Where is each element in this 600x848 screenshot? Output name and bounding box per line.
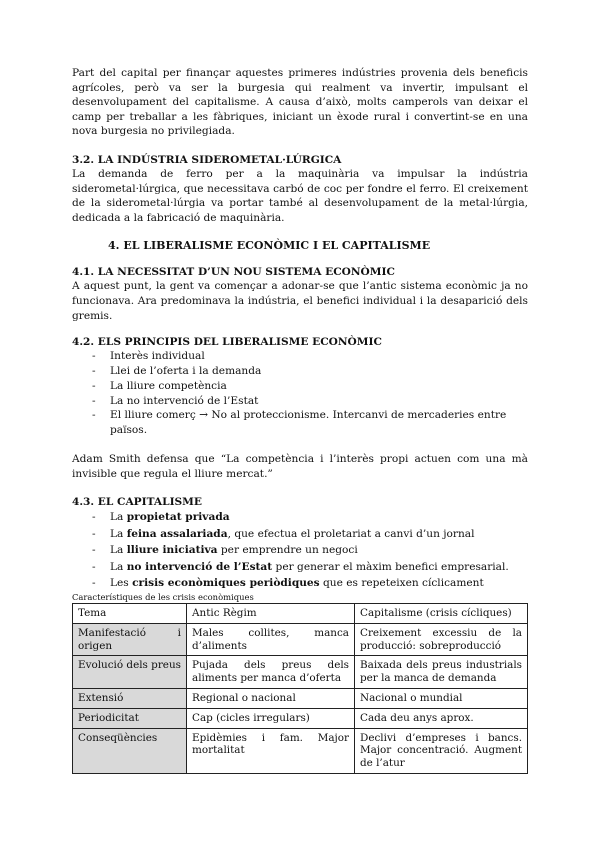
list-item: - La lliure iniciativa per emprendre un negoci (72, 542, 528, 559)
crisis-table (72, 603, 528, 774)
table-row (73, 728, 528, 773)
table-cell: Cada deu anys aprox. (355, 708, 528, 728)
table-caption: Característiques de les crisis econòmiques (72, 592, 254, 603)
table-cell: Epidèmies i fam. Major mortalitat (187, 728, 355, 773)
table-cell: Extensió (73, 689, 187, 709)
table-cell: Conseqüències (73, 728, 187, 773)
table-cell: Cap (cicles irregulars) (187, 708, 355, 728)
table-cell: Pujada dels preus dels aliments per manca d’oferta (187, 656, 355, 689)
list-item: - Llei de l’oferta i la demanda (72, 364, 528, 379)
list-item: - La lliure competència (72, 379, 528, 394)
intro-paragraph: Part del capital per finançar aquestes primeres indústries provenia dels beneficis agrícoles, però va ser la burgesia qui realment va invertir, impulsant el desenvolupament del capitalisme. A causa d’això, molts camperols van deixar el camp per treballar a les fàbriques, iniciant un èxode rural i convertint-se en una nova burgesia no privilegiada. (72, 67, 528, 138)
table-header-cell: Tema (73, 604, 187, 624)
list-item: - La feina assalariada, que efectua el proletariat a canvi d’un jornal (72, 526, 528, 543)
list-item: - Les crisis econòmiques periòdiques que es repeteixen cíclicament (72, 575, 528, 592)
table-cell: Nacional o mundial (355, 689, 528, 709)
list-item: - La propietat privada (72, 509, 528, 526)
adam-smith-quote: Adam Smith defensa que “La competència i l’interès propi actuen com una mà invisible que regula el lliure mercat.” (72, 452, 528, 480)
heading-4-1: 4.1. LA NECESSITAT D’UN NOU SISTEMA ECONÒMIC (72, 266, 395, 279)
list-item: - La no intervenció de l’Estat (72, 394, 528, 409)
paragraph-4-1: A aquest punt, la gent va començar a adonar-se que l’antic sistema econòmic ja no funcionava. Ara predominava la indústria, el benefici individual i la desaparició dels gremis. (72, 280, 528, 322)
table-row (73, 656, 528, 689)
heading-4: 4. EL LIBERALISME ECONÒMIC I EL CAPITALISME (108, 239, 431, 253)
heading-3-2: 3.2. LA INDÚSTRIA SIDEROMETAL·LÚRGICA (72, 153, 342, 166)
capitalism-list (72, 509, 528, 592)
paragraph-3-2: La demanda de ferro per a la maquinària va impulsar la indústria siderometal·lúrgica, que necessitava carbó de coc per fondre el ferro. El creixement de la siderometal·lúrgia va portar també al desenvolupament de la metal·lúrgia, dedicada a la fabricació de maquinària. (72, 167, 528, 224)
table-row (73, 623, 528, 656)
table-cell: Creixement excessiu de la producció: sobreproducció (355, 623, 528, 656)
table-cell: Baixada dels preus industrials per la manca de demanda (355, 656, 528, 689)
table-header-row (73, 604, 528, 624)
table-cell: Evolució dels preus (73, 656, 187, 689)
list-item: - La no intervenció de l’Estat per generar el màxim benefici empresarial. (72, 559, 528, 576)
table-row (73, 708, 528, 728)
table-header-cell: Capitalisme (crisis cícliques) (355, 604, 528, 624)
heading-4-2: 4.2. ELS PRINCIPIS DEL LIBERALISME ECONÒMIC (72, 336, 382, 349)
table-cell: Periodicitat (73, 708, 187, 728)
heading-4-3: 4.3. EL CAPITALISME (72, 496, 202, 509)
list-item: - Interès individual (72, 349, 528, 364)
table-row (73, 689, 528, 709)
table-header-cell: Antic Règim (187, 604, 355, 624)
liberalism-principles-list (72, 349, 528, 438)
table-cell: Declivi d’empreses i bancs. Major concentració. Augment de l’atur (355, 728, 528, 773)
table-cell: Regional o nacional (187, 689, 355, 709)
table-cell: Males collites, manca d’aliments (187, 623, 355, 656)
document-page (72, 66, 528, 774)
table-cell: Manifestació i origen (73, 623, 187, 656)
list-item: - El lliure comerç → No al proteccionisme. Intercanvi de mercaderies entre països. (72, 408, 528, 438)
